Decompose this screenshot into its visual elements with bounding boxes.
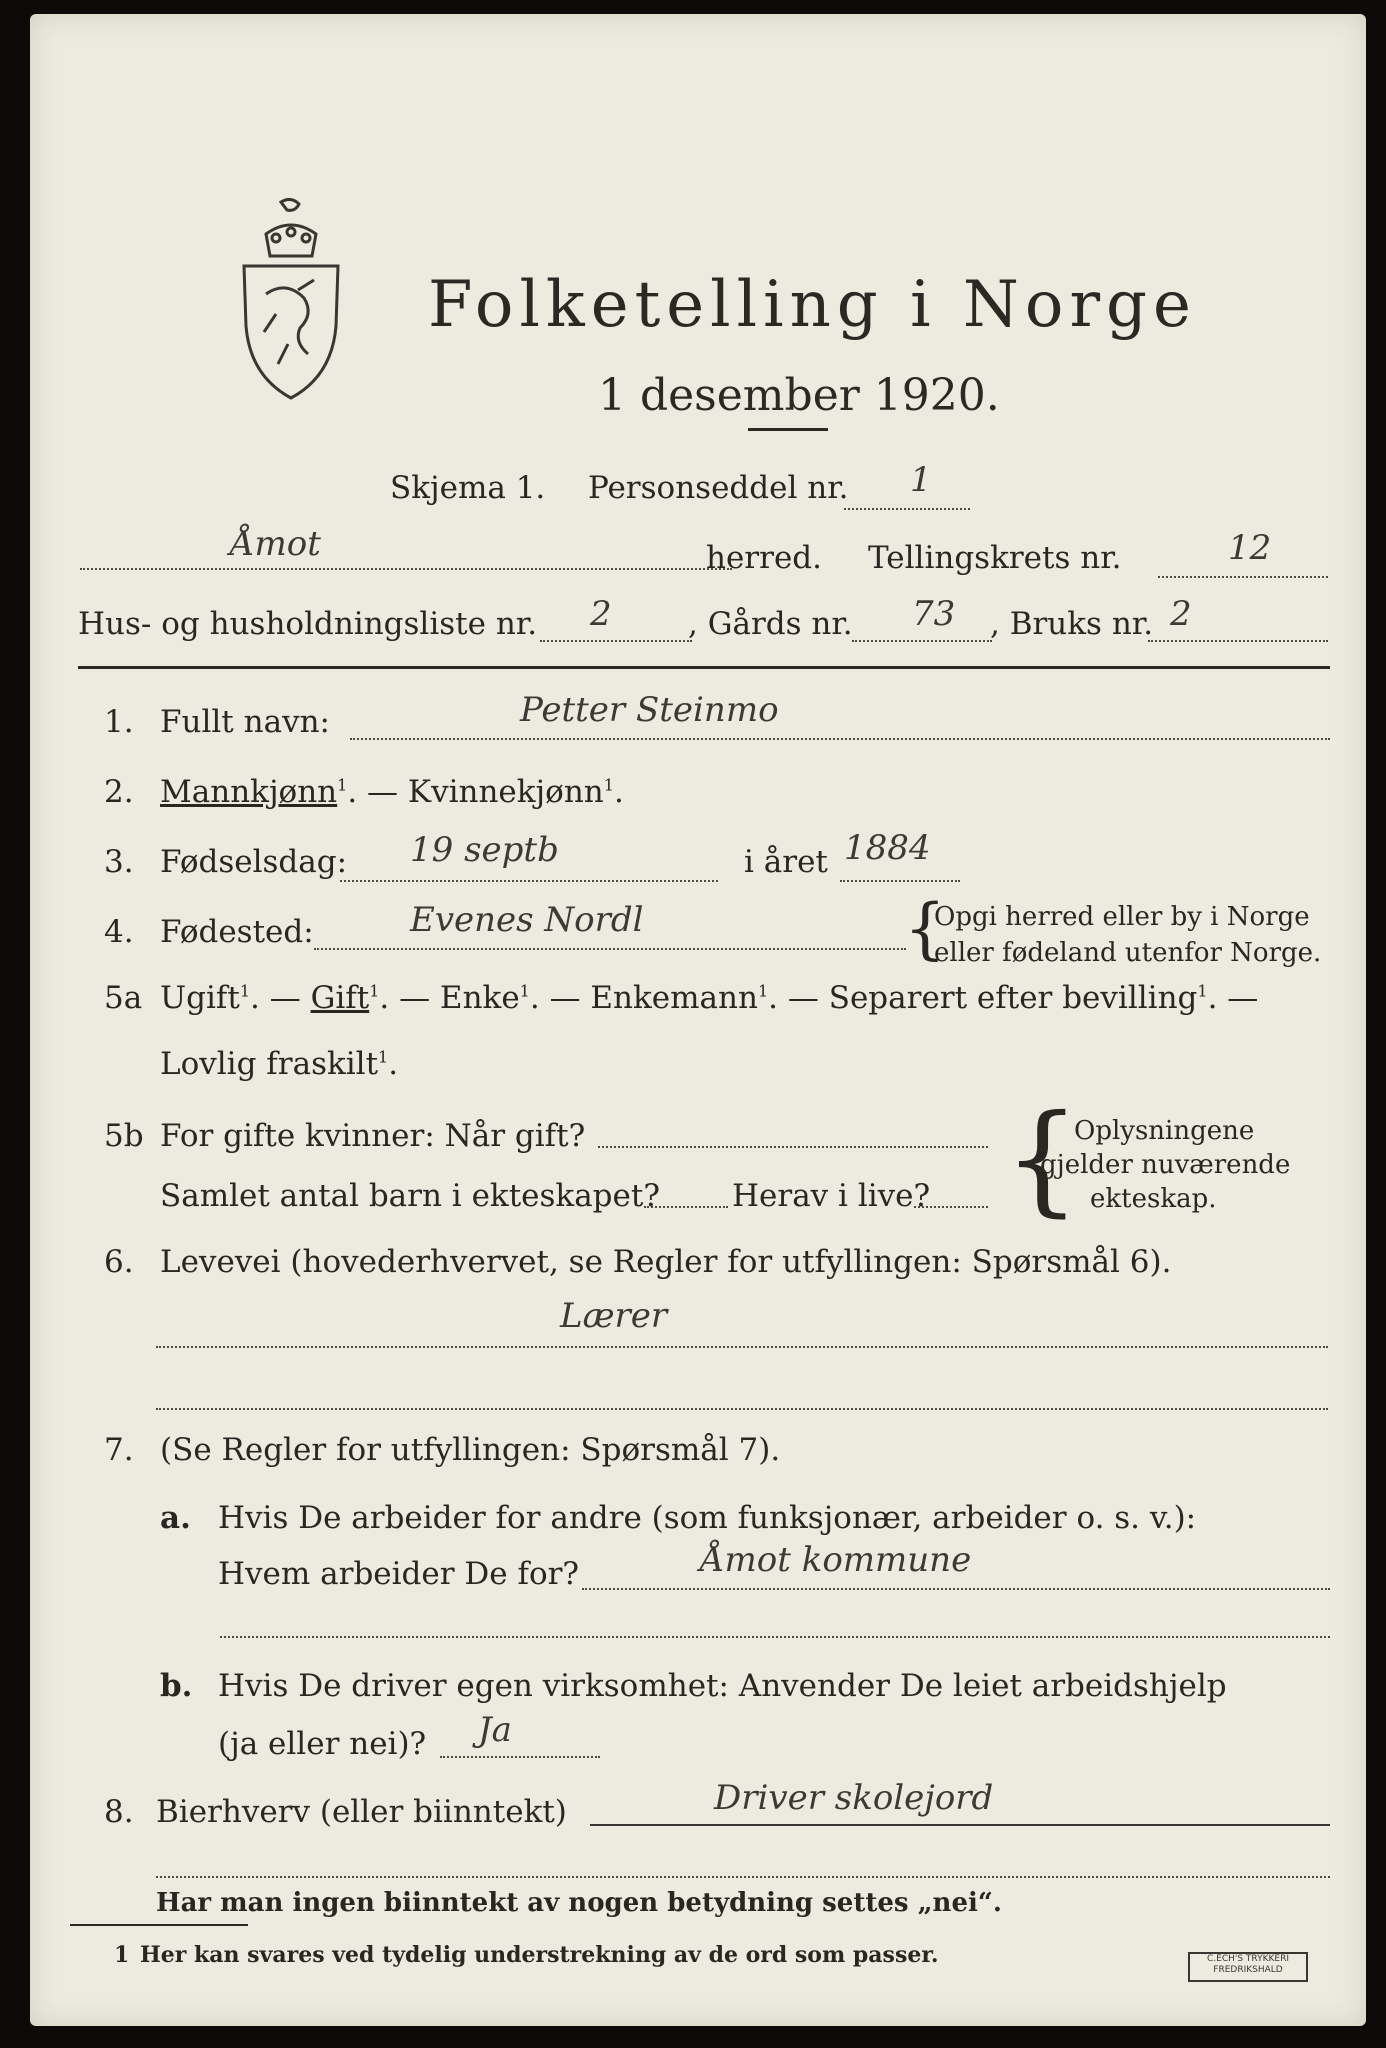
header-divider: [78, 666, 1330, 669]
q7-label: (Se Regler for utfyllingen: Spørsmål 7).: [160, 1432, 781, 1468]
living-line: [914, 1206, 988, 1208]
birthplace-value[interactable]: Evenes Nordl: [410, 900, 644, 940]
q5b-brace: {: [1004, 1090, 1081, 1229]
q4-note-line2: eller fødeland utenfor Norge.: [934, 938, 1322, 968]
birth-year-label: i året: [744, 844, 828, 880]
gards-value[interactable]: 73: [912, 594, 956, 634]
bruks-line: [1148, 640, 1328, 642]
q4-brace: {: [904, 890, 946, 967]
hired-help-value[interactable]: Ja: [478, 1710, 512, 1750]
q4-note-line1: Opgi herred eller by i Norge: [934, 902, 1310, 932]
q7a-letter: a.: [160, 1500, 191, 1536]
q7-number: 7.: [104, 1432, 134, 1468]
side-income-line-2: [156, 1876, 1330, 1878]
gards-label: , Gårds nr.: [688, 606, 853, 642]
male-option[interactable]: Mannkjønn: [160, 774, 338, 810]
tellingskrets-label: Tellingskrets nr.: [868, 540, 1122, 576]
printer-stamp-line2: FREDRIKSHALD: [1213, 1965, 1283, 1975]
female-option[interactable]: Kvinnekjønn: [407, 774, 604, 810]
q7b-label2: (ja eller nei)?: [218, 1726, 427, 1762]
form-title: Folketelling i Norge: [428, 268, 1197, 342]
q1-number: 1.: [104, 704, 134, 740]
q8-label: Bierhverv (eller biinntekt): [156, 1794, 567, 1830]
side-income-line: [590, 1824, 1330, 1826]
no-income-note: Har man ingen biinntekt av nogen betydning settes „nei“.: [156, 1888, 1002, 1918]
q3-number: 3.: [104, 844, 134, 880]
children-line: [644, 1206, 728, 1208]
schema-label: Skjema 1.: [390, 470, 546, 506]
q8-number: 8.: [104, 1794, 134, 1830]
bruks-label: , Bruks nr.: [990, 606, 1154, 642]
q5b-married-when-label: For gifte kvinner: Når gift?: [160, 1118, 586, 1154]
q7a-label1: Hvis De arbeider for andre (som funksjonær, arbeider o. s. v.):: [218, 1500, 1197, 1536]
herred-label: herred.: [706, 540, 822, 576]
husholdning-label: Hus- og husholdningsliste nr.: [78, 606, 538, 642]
q7b-label1: Hvis De driver egen virksomhet: Anvender De leiet arbeidshjelp: [218, 1668, 1227, 1704]
q5b-note-line1: Oplysningene: [1074, 1116, 1255, 1146]
q4-number: 4.: [104, 914, 134, 950]
census-form-sheet: [30, 14, 1366, 2026]
q5b-living-label: Herav i live?: [732, 1178, 931, 1214]
employer-line: [582, 1588, 1330, 1590]
q5a-marital-line: Ugift$^1$. — Gift$^1$. — Enke$^1$. — Enkemann$^1$. — Separert efter bevilling$^1$. —: [160, 980, 1259, 1016]
tellingskrets-line: [1158, 576, 1328, 578]
q5b-note-line2: gjelder nuværende: [1040, 1150, 1291, 1180]
occupation-value[interactable]: Lærer: [560, 1296, 668, 1336]
gards-line: [852, 640, 992, 642]
q2-gender-line: Mannkjønn$^1$. — Kvinnekjønn$^1$.: [160, 774, 624, 810]
side-income-value[interactable]: Driver skolejord: [714, 1778, 994, 1818]
birth-date-value[interactable]: 19 septb: [410, 830, 559, 870]
married-option[interactable]: Gift: [310, 980, 370, 1016]
q1-label: Fullt navn:: [160, 704, 330, 740]
q6-number: 6.: [104, 1244, 134, 1280]
q5b-number: 5b: [104, 1118, 144, 1154]
q6-label: Levevei (hovederhvervet, se Regler for utfyllingen: Spørsmål 6).: [160, 1244, 1172, 1280]
employer-value[interactable]: Åmot kommune: [700, 1540, 972, 1580]
occupation-line-2: [156, 1408, 1328, 1410]
footnote-text: Her kan svares ved tydelig understrekning av de ord som passer.: [140, 1942, 939, 1968]
full-name-value[interactable]: Petter Steinmo: [520, 690, 779, 730]
husholdning-value[interactable]: 2: [590, 594, 612, 634]
footnote-ref: 1: [603, 775, 614, 795]
divorced-option[interactable]: Lovlig fraskilt$^1$.: [160, 1046, 399, 1082]
q5b-children-label: Samlet antal barn i ekteskapet?: [160, 1178, 660, 1214]
occupation-line: [156, 1346, 1328, 1348]
personseddel-label: Personseddel nr.: [588, 470, 849, 506]
q7a-label2: Hvem arbeider De for?: [218, 1556, 580, 1592]
q4-label: Fødested:: [160, 914, 314, 950]
footnote-divider: [70, 1924, 248, 1926]
husholdning-line: [540, 640, 692, 642]
birth-year-line: [840, 880, 960, 882]
q5b-note-line3: ekteskap.: [1090, 1184, 1217, 1214]
herred-line: [80, 568, 732, 570]
birthplace-line: [314, 948, 906, 950]
employer-line-2: [220, 1636, 1330, 1638]
q3-label: Fødselsdag:: [160, 844, 348, 880]
hired-help-line: [440, 1756, 600, 1758]
birth-year-value[interactable]: 1884: [844, 828, 931, 868]
personseddel-line: [844, 508, 970, 510]
q5a-number: 5a: [104, 980, 143, 1016]
birth-date-line: [340, 880, 718, 882]
printer-stamp: [1188, 1952, 1308, 1982]
married-when-line: [598, 1146, 988, 1148]
coat-of-arms-icon: [236, 194, 346, 404]
personseddel-value[interactable]: 1: [910, 460, 932, 500]
q2-number: 2.: [104, 774, 134, 810]
herred-value[interactable]: Åmot: [230, 524, 321, 564]
unmarried-option[interactable]: Ugift: [160, 980, 240, 1016]
q7b-letter: b.: [160, 1668, 193, 1704]
footnote-ref: 1: [337, 775, 348, 795]
full-name-line: [350, 738, 1330, 740]
census-date: 1 desember 1920.: [598, 370, 1000, 421]
tellingskrets-value[interactable]: 12: [1228, 528, 1272, 568]
title-divider: [748, 428, 828, 431]
bruks-value[interactable]: 2: [1170, 594, 1192, 634]
printer-stamp-line1: C.ECH'S TRYKKERI: [1206, 1954, 1289, 1964]
footnote-mark: 1: [114, 1942, 130, 1968]
